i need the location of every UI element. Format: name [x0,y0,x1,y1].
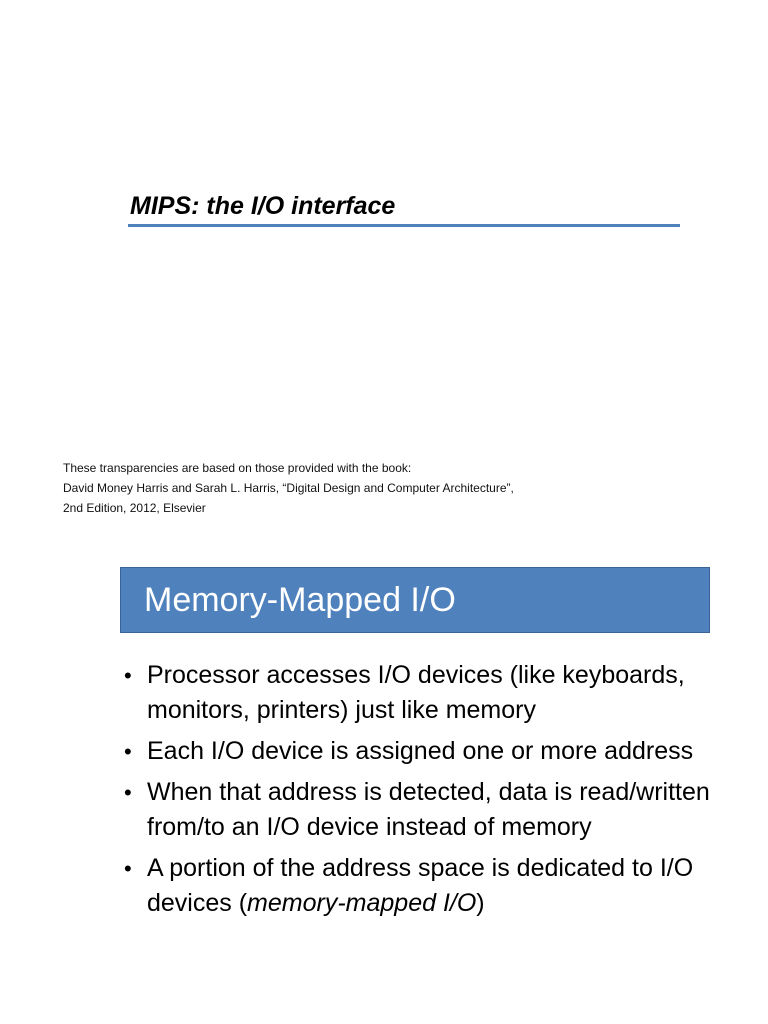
bullet-item [124,851,714,921]
bullet-text: Each I/O device is assigned one or more address [147,737,694,765]
title-slide [52,22,712,452]
bullet-list [124,658,714,927]
credits-line-2: David Money Harris and Sarah L. Harris, “Digital Design and Computer Architecture”, [63,481,514,495]
bullet-text-emphasis: memory-mapped I/O [247,889,477,917]
bullet-item [124,658,714,728]
bullet-icon: • [124,856,132,881]
credits-line-1: These transparencies are based on those provided with the book: [63,461,412,475]
book-credits [63,458,703,518]
bullet-text-start: A portion of the address space is dedicated to I/O devices ( [147,854,694,917]
credits-line-3: 2nd Edition, 2012, Elsevier [63,501,206,515]
slide-title: MIPS: the I/O interface [130,192,396,220]
slide-heading: Memory-Mapped I/O [144,581,456,619]
bullet-text: Processor accesses I/O devices (like keyboards, monitors, printers) just like memory [147,661,685,724]
bullet-icon: • [124,739,132,764]
title-underline [128,224,680,227]
content-slide [56,560,712,980]
bullet-text-end: ) [476,889,485,917]
slide-titlebar [120,567,710,633]
bullet-icon: • [124,780,132,805]
bullet-item [124,775,714,845]
bullet-text: When that address is detected, data is read/written from/to an I/O device instead of memory [147,778,710,841]
bullet-item [124,734,714,769]
title-block [128,190,680,227]
bullet-icon: • [124,663,132,688]
